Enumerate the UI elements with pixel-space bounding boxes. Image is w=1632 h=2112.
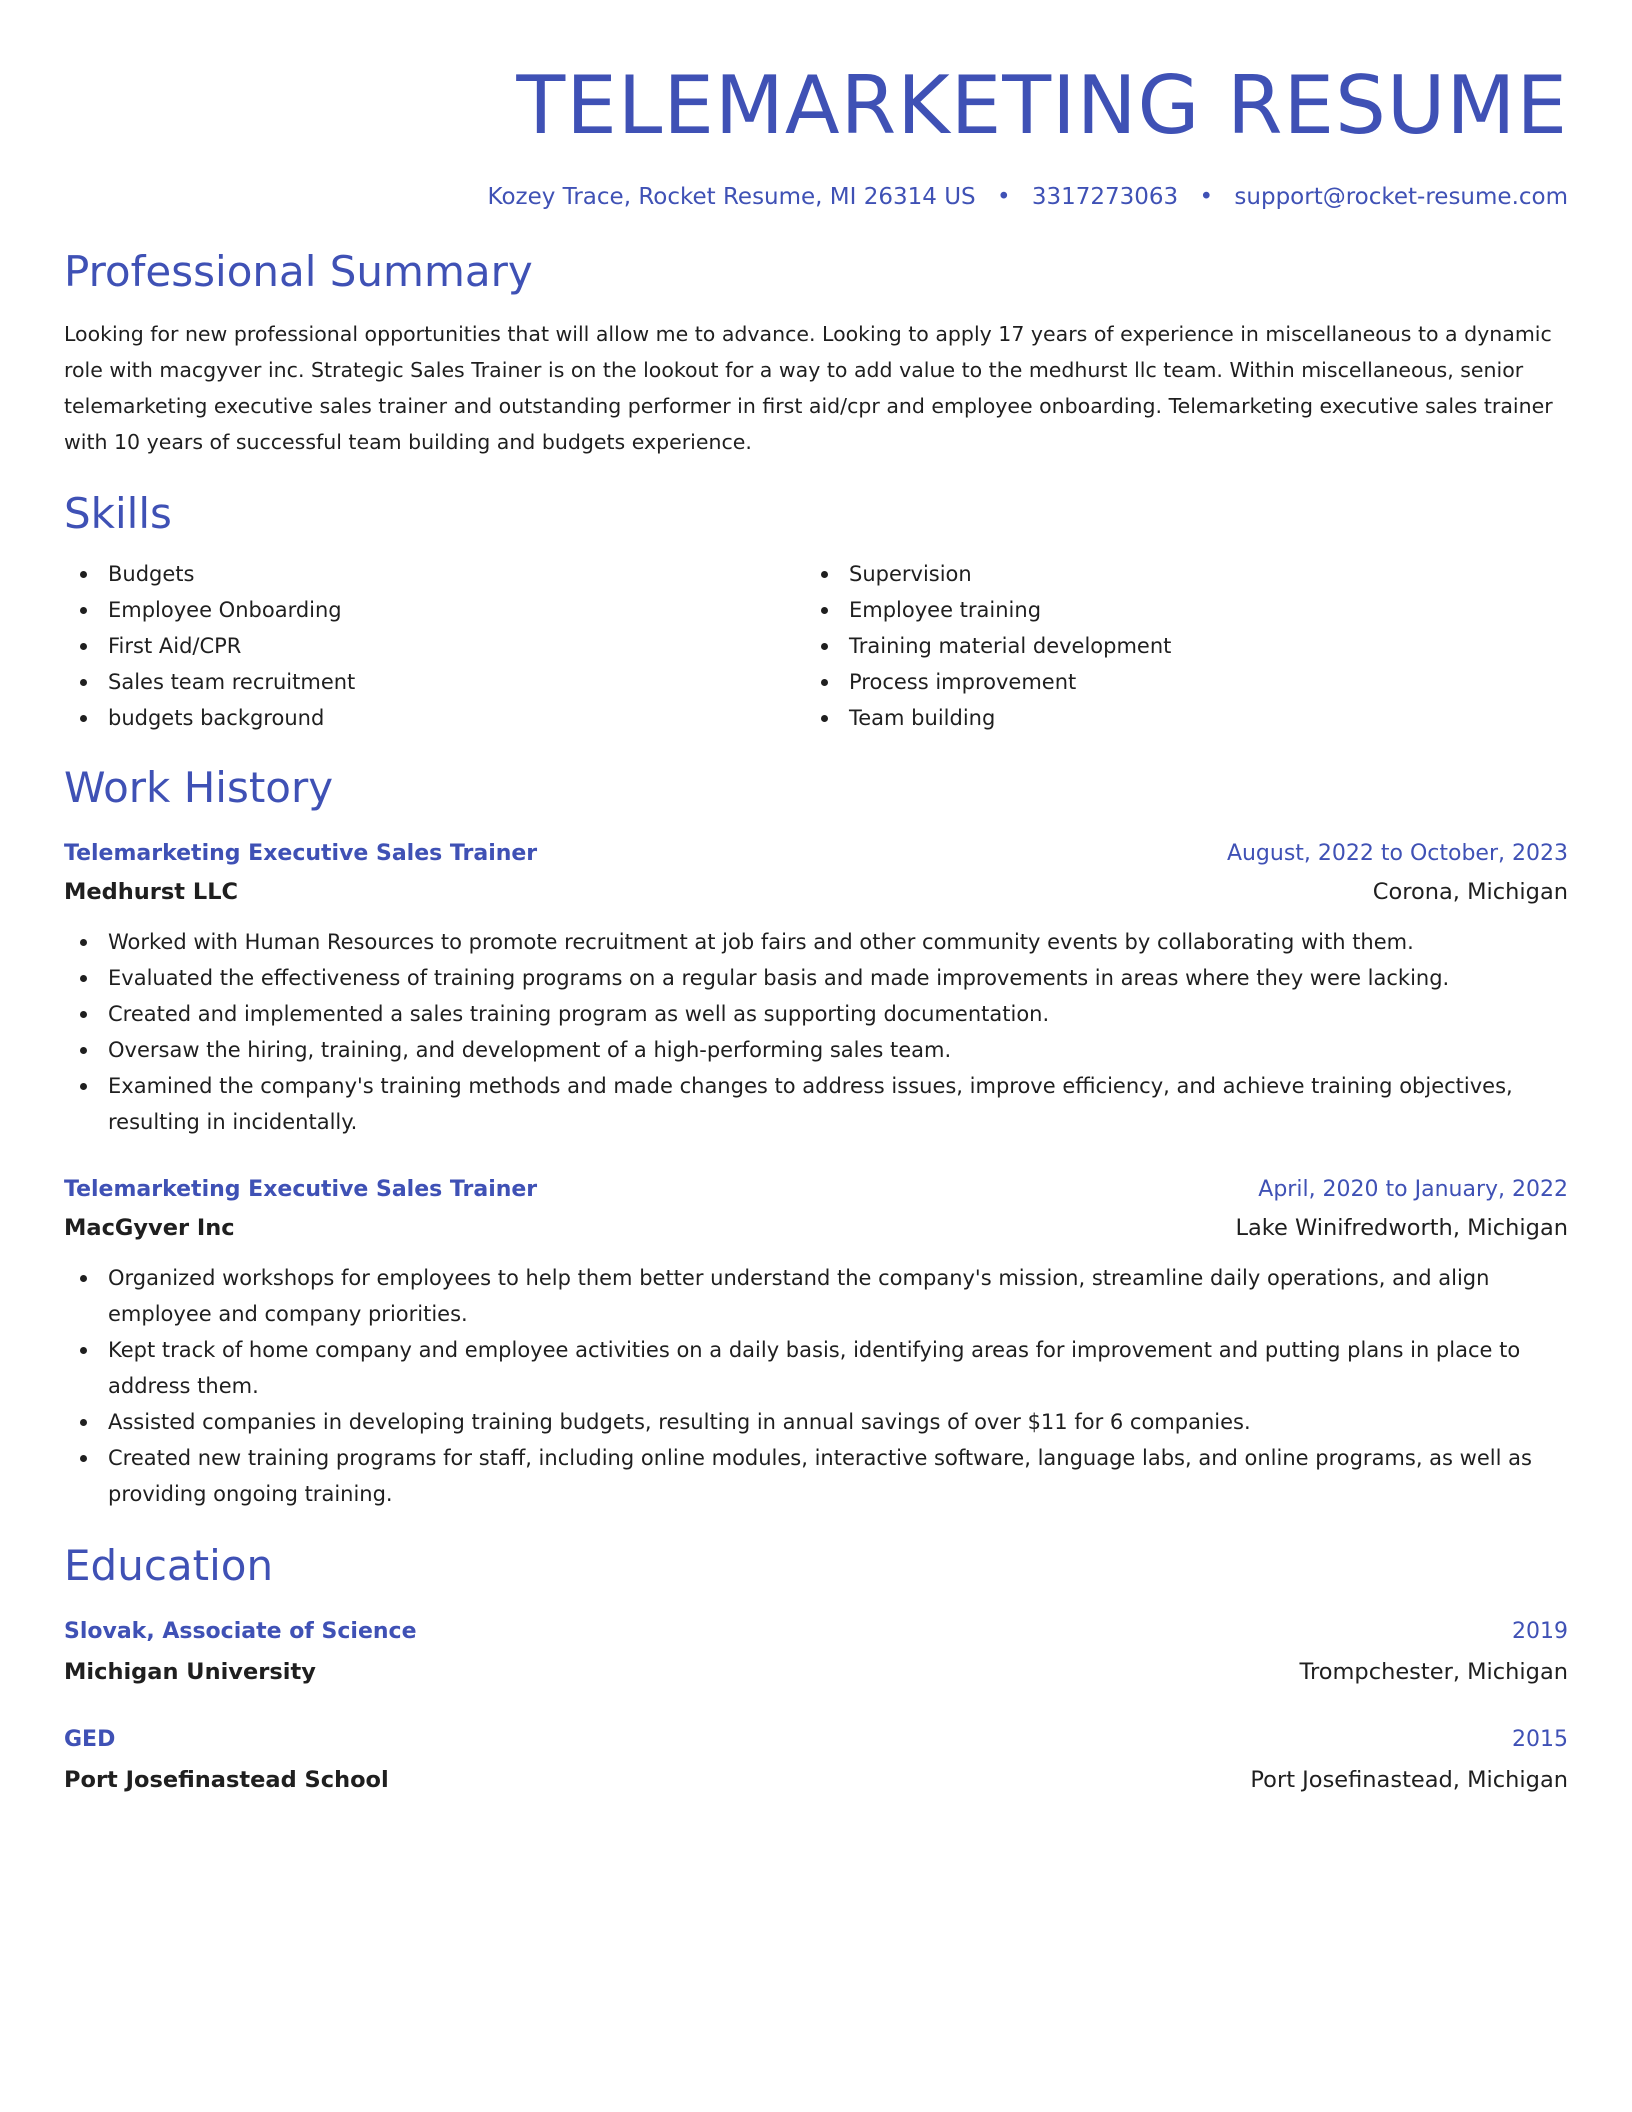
contact-phone[interactable]: 3317273063	[1031, 184, 1179, 210]
job-entry	[64, 838, 1568, 1140]
job-company-row	[64, 1206, 1568, 1246]
skills-heading: Skills	[64, 489, 172, 538]
summary-heading: Professional Summary	[64, 247, 533, 296]
resume-page	[64, 56, 1568, 1798]
education-school: Michigan University	[64, 1659, 316, 1685]
contact-address: Kozey Trace, Rocket Resume, MI 26314 US	[487, 184, 976, 210]
education-entry	[64, 1616, 1568, 1690]
skills-list-left	[64, 556, 805, 736]
skill-item: Supervision	[849, 556, 1546, 592]
job-bullet: Assisted companies in developing training budgets, resulting in annual savings of over $11 for 6 companies.	[108, 1404, 1568, 1440]
education-degree: Slovak, Associate of Science	[64, 1619, 417, 1644]
job-bullet: Examined the company's training methods and made changes to address issues, improve efficiency, and achieve training objectives, resulting in incidentally.	[108, 1068, 1568, 1140]
job-bullets	[64, 924, 1568, 1140]
education-school-row	[64, 1650, 1568, 1690]
work-history-heading: Work History	[64, 763, 334, 812]
contact-email[interactable]: support@rocket-resume.com	[1234, 184, 1568, 210]
skill-item: Process improvement	[849, 664, 1546, 700]
job-location: Corona, Michigan	[1372, 879, 1568, 905]
job-location: Lake Winifredworth, Michigan	[1235, 1215, 1568, 1241]
summary-text: Looking for new professional opportunities that will allow me to advance. Looking to apply 17 years of experience in miscellaneous to a dynamic role with macgyver inc. Strategic Sales Trainer is on the lookout for a way to add value to the medhurst llc team. Within miscellaneous, senior telemarketing executive sales trainer and outstanding performer in first aid/cpr and employee onboarding. Telemarketing executive sales trainer with 10 years of successful team building and budgets experience.	[64, 322, 1553, 454]
skill-item: Training material development	[849, 628, 1546, 664]
job-entry	[64, 1174, 1568, 1512]
education-entry	[64, 1724, 1568, 1798]
education-degree: GED	[64, 1727, 116, 1752]
job-bullet: Organized workshops for employees to help them better understand the company's mission, streamline daily operations, and align employee and company priorities.	[108, 1260, 1568, 1332]
skill-item: Team building	[849, 700, 1546, 736]
contact-line	[64, 182, 1568, 212]
job-title: Telemarketing Executive Sales Trainer	[64, 841, 538, 866]
job-bullet: Kept track of home company and employee activities on a daily basis, identifying areas for improvement and putting plans in place to address them.	[108, 1332, 1568, 1404]
job-bullets	[64, 1260, 1568, 1512]
job-bullet: Oversaw the hiring, training, and development of a high-performing sales team.	[108, 1032, 1568, 1068]
job-header-row	[64, 838, 1568, 870]
skill-item: First Aid/CPR	[108, 628, 805, 664]
skill-item: Employee Onboarding	[108, 592, 805, 628]
job-header-row	[64, 1174, 1568, 1206]
contact-separator: •	[996, 184, 1011, 210]
education-header-row	[64, 1616, 1568, 1648]
education-location: Port Josefinastead, Michigan	[1250, 1767, 1568, 1793]
skill-item: budgets background	[108, 700, 805, 736]
education-location: Trompchester, Michigan	[1299, 1659, 1568, 1685]
job-dates: August, 2022 to October, 2023	[1226, 841, 1568, 866]
resume-title: TELEMARKETING RESUME	[516, 59, 1568, 152]
education-school: Port Josefinastead School	[64, 1767, 389, 1793]
job-bullet: Created and implemented a sales training program as well as supporting documentation.	[108, 996, 1568, 1032]
skill-item: Budgets	[108, 556, 805, 592]
job-company: Medhurst LLC	[64, 879, 239, 905]
education-year: 2019	[1512, 1619, 1568, 1644]
skills-list-right	[805, 556, 1546, 736]
education-heading: Education	[64, 1541, 274, 1590]
education-header-row	[64, 1724, 1568, 1756]
job-bullet: Evaluated the effectiveness of training programs on a regular basis and made improvements in areas where they were lacking.	[108, 960, 1568, 996]
job-dates: April, 2020 to January, 2022	[1258, 1177, 1568, 1202]
skills-grid	[64, 556, 1568, 736]
education-year: 2015	[1512, 1727, 1568, 1752]
job-title: Telemarketing Executive Sales Trainer	[64, 1177, 538, 1202]
education-school-row	[64, 1758, 1568, 1798]
job-company-row	[64, 870, 1568, 910]
skill-item: Employee training	[849, 592, 1546, 628]
job-bullet: Worked with Human Resources to promote recruitment at job fairs and other community events by collaborating with them.	[108, 924, 1568, 960]
skill-item: Sales team recruitment	[108, 664, 805, 700]
job-company: MacGyver Inc	[64, 1215, 235, 1241]
job-bullet: Created new training programs for staff, including online modules, interactive software, language labs, and online programs, as well as providing ongoing training.	[108, 1440, 1568, 1512]
contact-separator: •	[1199, 184, 1214, 210]
